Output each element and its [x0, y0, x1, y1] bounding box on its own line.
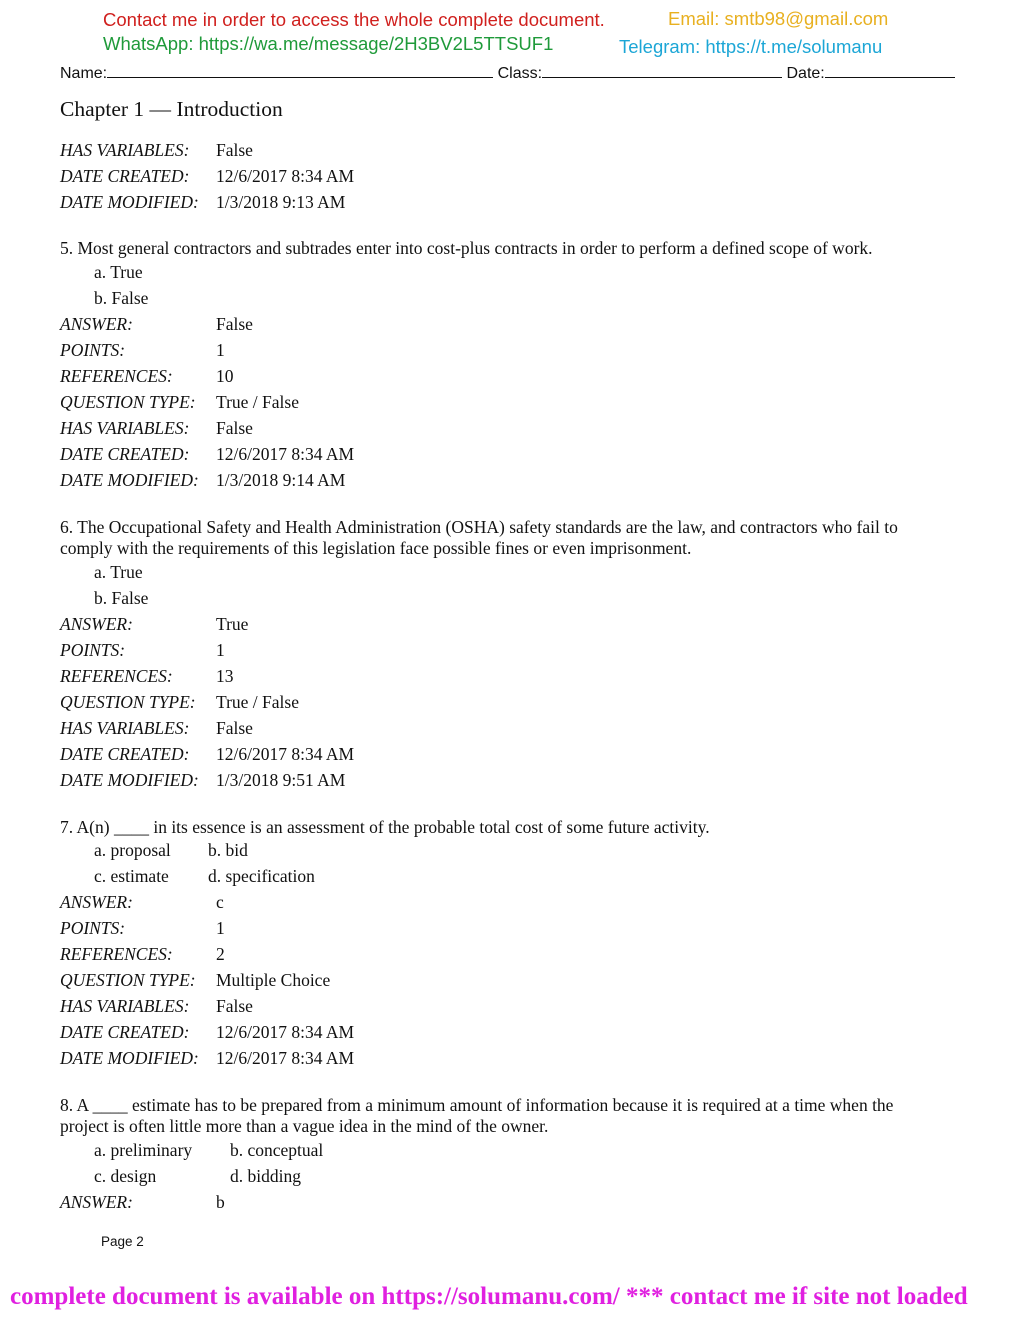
meta-label: QUESTION TYPE: [60, 392, 196, 412]
question-text: project is often little more than a vague idea in the mind of the owner. [60, 1116, 549, 1136]
question-text: 6. The Occupational Safety and Health Administration (OSHA) safety standards are the law, and contractors who fail to [60, 517, 898, 537]
meta-value: 12/6/2017 8:34 AM [216, 1048, 355, 1068]
meta-label: POINTS: [60, 340, 126, 360]
option: d. bidding [230, 1166, 301, 1186]
meta-value: Multiple Choice [216, 970, 331, 990]
meta-label: HAS VARIABLES: [60, 418, 190, 438]
meta-value: 2 [216, 944, 225, 964]
answer-value: False [216, 314, 253, 334]
question-text: 8. A ____ estimate has to be prepared from a minimum amount of information because it is required at a time when the [60, 1095, 894, 1115]
meta-value: 12/6/2017 8:34 AM [216, 744, 355, 764]
option: a. preliminary [94, 1140, 193, 1160]
meta-label: ANSWER: [60, 1192, 133, 1212]
meta-label: HAS VARIABLES: [60, 718, 190, 738]
meta-label: QUESTION TYPE: [60, 692, 196, 712]
meta-label: DATE MODIFIED: [60, 192, 199, 212]
meta-label: QUESTION TYPE: [60, 970, 196, 990]
form-line [60, 61, 955, 83]
option: b. conceptual [230, 1140, 324, 1160]
meta-label: DATE MODIFIED: [60, 470, 199, 490]
meta-value: 13 [216, 666, 234, 686]
meta-label: ANSWER: [60, 314, 133, 334]
meta-value: 1/3/2018 9:51 AM [216, 770, 346, 790]
question-text: 5. Most general contractors and subtrades enter into cost-plus contracts in order to perform a defined scope of work. [60, 238, 873, 258]
meta-label: REFERENCES: [60, 366, 173, 386]
question-text: comply with the requirements of this legislation face possible fines or even imprisonment. [60, 538, 692, 558]
option: d. specification [208, 866, 315, 886]
meta-label: POINTS: [60, 918, 126, 938]
option: a. True [94, 562, 143, 582]
option: c. estimate [94, 866, 169, 886]
meta-value: False [216, 996, 253, 1016]
answer-value: b [216, 1192, 225, 1212]
meta-value: False [216, 718, 253, 738]
telegram-link[interactable]: Telegram: https://t.me/solumanu [619, 36, 883, 57]
meta-value: 12/6/2017 8:34 AM [216, 444, 355, 464]
meta-value: True / False [216, 392, 299, 412]
meta-value: 1 [216, 340, 225, 360]
meta-value: 1/3/2018 9:13 AM [216, 192, 346, 212]
meta-value: 12/6/2017 8:34 AM [216, 1022, 355, 1042]
meta-value: False [216, 140, 253, 160]
meta-value: False [216, 418, 253, 438]
meta-label: DATE CREATED: [60, 1022, 190, 1042]
page-number: Page 2 [101, 1234, 144, 1249]
class-label: Class: [497, 65, 543, 82]
option: a. proposal [94, 840, 171, 860]
meta-label: HAS VARIABLES: [60, 996, 190, 1016]
meta-label: ANSWER: [60, 892, 133, 912]
option: b. False [94, 588, 149, 608]
option: c. design [94, 1166, 157, 1186]
meta-label: DATE MODIFIED: [60, 770, 199, 790]
meta-label: ANSWER: [60, 614, 133, 634]
meta-label: DATE CREATED: [60, 744, 190, 764]
answer-value: True [216, 614, 249, 634]
option: b. False [94, 288, 149, 308]
meta-value: 1/3/2018 9:14 AM [216, 470, 346, 490]
option: b. bid [208, 840, 248, 860]
date-label: Date: [786, 65, 825, 82]
meta-label: HAS VARIABLES: [60, 140, 190, 160]
answer-value: c [216, 892, 224, 912]
meta-value: 1 [216, 640, 225, 660]
meta-value: True / False [216, 692, 299, 712]
name-label: Name: [60, 65, 108, 82]
email-contact[interactable]: Email: smtb98@gmail.com [668, 8, 889, 29]
contact-notice: Contact me in order to access the whole complete document. [103, 9, 605, 30]
meta-value: 10 [216, 366, 234, 386]
name-blank [107, 61, 493, 78]
footer-promo[interactable]: complete document is available on https://solumanu.com/ *** contact me if site not loaded [10, 1283, 968, 1310]
question-text: 7. A(n) ____ in its essence is an assessment of the probable total cost of some future activity. [60, 817, 710, 837]
meta-value: 1 [216, 918, 225, 938]
meta-label: DATE CREATED: [60, 444, 190, 464]
chapter-title: Chapter 1 — Introduction [60, 97, 283, 121]
meta-label: REFERENCES: [60, 666, 173, 686]
meta-label: DATE MODIFIED: [60, 1048, 199, 1068]
meta-label: DATE CREATED: [60, 166, 190, 186]
meta-value: 12/6/2017 8:34 AM [216, 166, 355, 186]
meta-label: REFERENCES: [60, 944, 173, 964]
option: a. True [94, 262, 143, 282]
meta-label: POINTS: [60, 640, 126, 660]
whatsapp-link[interactable]: WhatsApp: https://wa.me/message/2H3BV2L5TTSUF1 [103, 33, 554, 54]
class-blank [542, 61, 782, 78]
date-blank [825, 61, 955, 78]
